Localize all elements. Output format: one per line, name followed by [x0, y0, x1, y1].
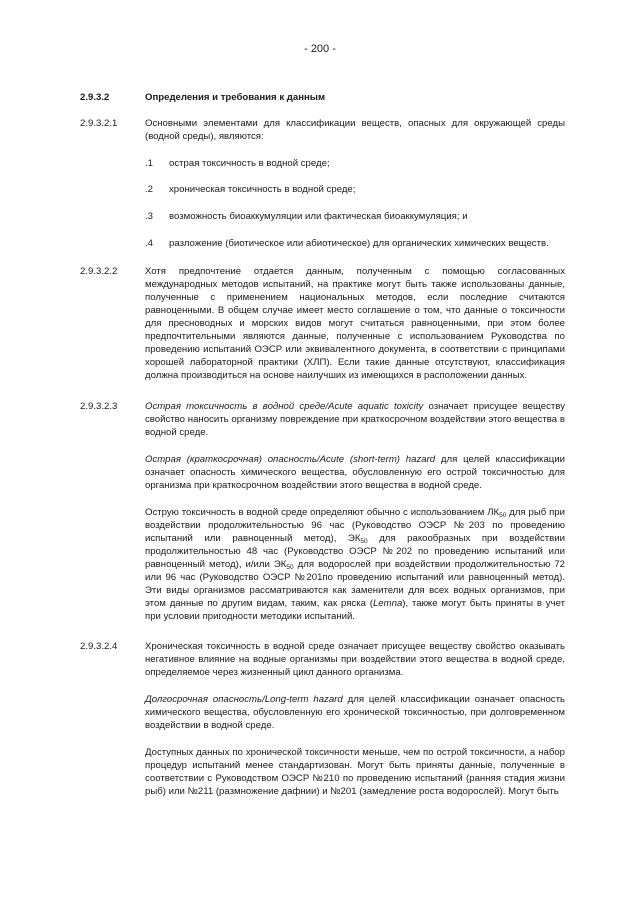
section-number-2-9-3-2-2: 2.9.3.2.2: [80, 266, 118, 277]
paragraph-data-preference: Хотя предпочтение отдается данным, полученным с помощью согласованных международных методов испытаний, на практике могут быть также использованы данные, полученные с применением национальных методов, если последние считаются равноценными. В общем случае имеет место соглашение о том, что данные о токсичности для пресноводных и морских видов могут считаться равноценными, при этом более предпочтительными являются данные, полученные с использованием Руководства по проведению испытаний ОЭСР или эквивалентного документа, в соответствии с принципами хорошей лабораторной практики (ХЛП). Если такие данные отсутствуют, классификация должна производиться на основе наилучших из имеющихся в расположении данных.: [145, 266, 565, 381]
list-item-text: возможность биоаккумуляции или фактическая биоаккумуляция; и: [169, 211, 468, 222]
section-number-2-9-3-2-1: 2.9.3.2.1: [80, 118, 118, 129]
paragraph-acute-hazard: [145, 453, 565, 492]
list-item-marker: .1: [145, 158, 154, 169]
subscript: 50: [499, 512, 507, 519]
text-run: ), также могут быть приняты в учет при условии пригодности методики испытаний.: [145, 598, 565, 622]
subscript: 50: [286, 564, 294, 571]
section-number-2-9-3-2-3: 2.9.3.2.3: [80, 401, 118, 412]
list-item-marker: .2: [145, 184, 154, 195]
text-run: для рыб при воздействии продолжительностью 96 час (Руководство ОЭСР №203 по проведению испытаний или равноценный метод), ЭК: [145, 507, 565, 544]
term-acute-hazard: Острая (краткосрочная) опасность/Acute (short-term) hazard: [145, 454, 436, 465]
paragraph-long-term-hazard: [145, 693, 565, 732]
section-number-2-9-3-2-4: 2.9.3.2.4: [80, 641, 118, 652]
definition-text: означает присущее веществу свойство наносить организму повреждение при краткосрочном воздействии этого вещества в водной среде.: [145, 401, 565, 438]
text-run: Острую токсичность в водной среде определяют обычно с использованием ЛК: [145, 507, 500, 518]
paragraph-acute-toxicity: [145, 400, 565, 439]
list-item-marker: .3: [145, 211, 154, 222]
definition-text: для целей классификации означает опасность химического вещества, обусловленную его острой токсичностью для организма при краткосрочном воздействии этого вещества в водной среде.: [145, 454, 566, 491]
paragraph-acute-methods: [145, 506, 565, 623]
list-item-marker: .4: [145, 238, 154, 249]
section-number-2-9-3-2: 2.9.3.2: [80, 92, 110, 103]
paragraph-chronic-toxicity: Хроническая токсичность в водной среде означает присущее веществу свойство оказывать негативное влияние на водные организмы при воздействии этого вещества в водной среде, определяемое через жизненный цикл данного организма.: [145, 641, 565, 678]
species-name: Lemna: [372, 598, 403, 609]
text-run: для ракообразных при воздействии продолжительностью 48 час (Руководство ОЭСР №202 по проведению испытаний или равноценный метод), и/или ЭК: [145, 533, 565, 570]
text-run: для водорослей при воздействии продолжительностью 72 или 96 час (Руководство ОЭСР №201по проведению испытаний или равноценный метод). Эти виды организмов рассматриваются как заменители для всех водных организмов, при этом данные по другим видам, таким, как ряска (: [145, 559, 566, 609]
paragraph-intro: Основными элементами для классификации веществ, опасных для окружающей среды (водной среды), являются:: [145, 118, 565, 142]
definition-text: для целей классификации означает опасность химического вещества, обусловленную его хронической токсичностью, при долговременном воздействии в водной среде.: [145, 694, 565, 731]
list-item-text: разложение (биотическое или абиотическое) для органических химических веществ.: [169, 238, 549, 249]
subscript: 50: [360, 538, 368, 545]
list-item-text: хроническая токсичность в водной среде;: [169, 184, 356, 195]
paragraph-chronic-data: Доступных данных по хронической токсичности меньше, чем по острой токсичности, а набор процедур испытаний менее стандартизован. Могут быть приняты данные, полученные в соответствии с Руководством ОЭСР №210 по проведению испытаний (ранняя стадия жизни рыб) или №211 (размножение дафнии) и №201 (замедление роста водорослей). Могут быть: [145, 747, 565, 797]
list-item-text: острая токсичность в водной среде;: [169, 158, 330, 169]
page-number: - 200 -: [304, 43, 336, 55]
section-heading: Определения и требования к данным: [145, 92, 326, 103]
term-long-term-hazard: Долгосрочная опасность/Long-term hazard: [145, 694, 343, 705]
term-acute-toxicity: Острая токсичность в водной среде/Acute aquatic toxicity: [145, 401, 424, 412]
